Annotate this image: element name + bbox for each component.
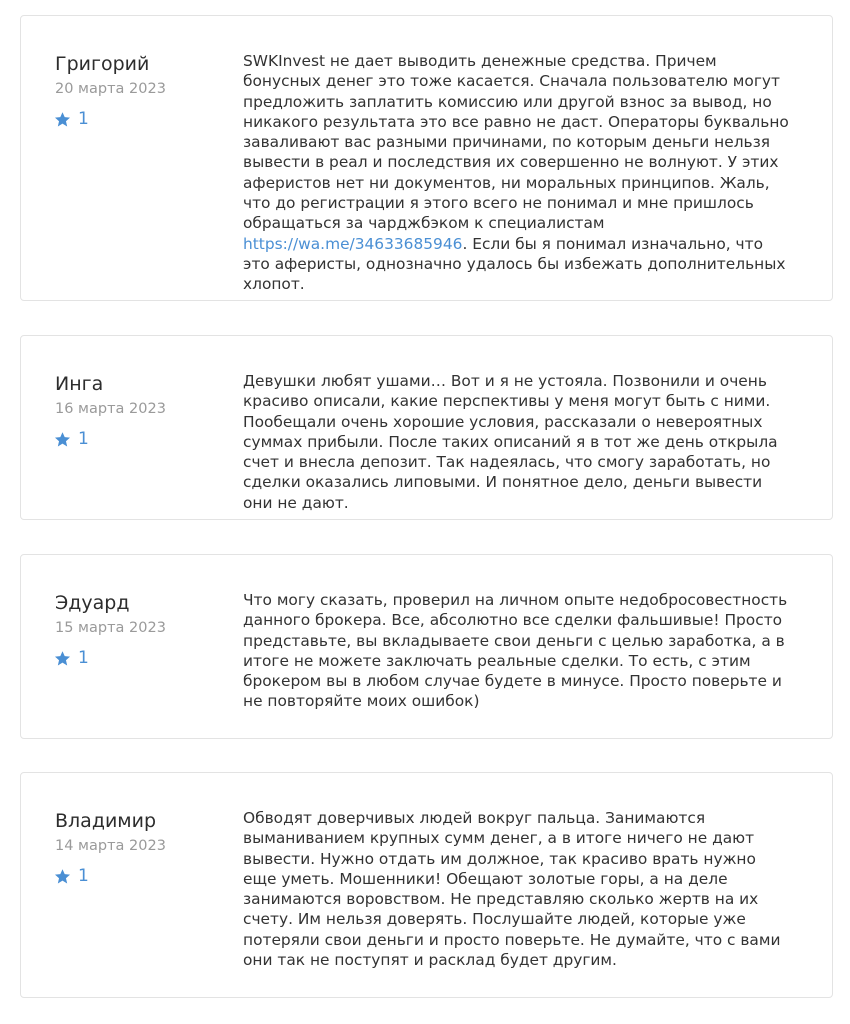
review-text: Обводят доверчивых людей вокруг пальца. Занимаются выманиванием крупных сумм денег, а в итоге ничего не дают вывести. Нужно отдать им должное, так красиво врать нужно еще уметь. Мошенники! Обещают золотые горы, а на деле занимаются воровством. Не представляю сколько жертв на их счету. Им нельзя доверять. Послушайте людей, которые уже потеряли свои деньги и просто поверьте. Не думайте, что с вами они так не поступят и расклад будет другим. (243, 809, 781, 970)
star-icon (54, 431, 71, 448)
review-text (243, 51, 791, 295)
review-card (20, 772, 833, 998)
star-icon (54, 868, 71, 885)
review-card (20, 335, 833, 520)
review-date: 16 марта 2023 (55, 401, 166, 417)
rating-value: 1 (78, 648, 89, 668)
review-rating (54, 647, 89, 669)
review-rating (54, 428, 89, 450)
rating-value: 1 (78, 429, 89, 449)
star-icon (54, 111, 71, 128)
review-card (20, 554, 833, 739)
review-author: Григорий (55, 53, 150, 75)
review-date: 15 марта 2023 (55, 620, 166, 636)
review-author: Эдуард (55, 592, 130, 614)
review-author: Инга (55, 373, 104, 395)
review-text: Что могу сказать, проверил на личном опыте недобросовестность данного брокера. Все, абсолютно все сделки фальшивые! Просто представьте, вы вкладываете свои деньги с целью заработка, а в итоге не можете заключать реальные сделки. То есть, с этим брокером вы в любом случае будете в минусе. Просто поверьте и не повторяйте моих ошибок) (243, 591, 788, 711)
rating-value: 1 (78, 866, 89, 886)
review-card (20, 15, 833, 301)
review-text: Девушки любят ушами… Вот и я не устояла. Позвонили и очень красиво описали, какие перспективы у меня могут быть с ними. Пообещали очень хорошие условия, рассказали о невероятных суммах прибыли. После таких описаний я в тот же день открыла счет и внесла депозит. Так надеялась, что смогу заработать, но сделки оказались липовыми. И понятное дело, деньги вывести они не дают. (243, 372, 778, 512)
review-text-part: . Если бы я понимал изначально, что это аферисты, однозначно удалось бы избежать дополнительных хлопот. (243, 234, 786, 294)
rating-value: 1 (78, 109, 89, 129)
review-date: 20 марта 2023 (55, 81, 166, 97)
review-rating (54, 108, 89, 130)
star-icon (54, 650, 71, 667)
whatsapp-link[interactable]: https://wa.me/34633685946 (243, 234, 463, 253)
review-author: Владимир (55, 810, 157, 832)
review-rating (54, 865, 89, 887)
review-date: 14 марта 2023 (55, 838, 166, 854)
review-text-part: SWKInvest не дает выводить денежные средства. Причем бонусных денег это тоже касается. Сначала пользователю могут предложить заплатить комиссию или другой взнос за вывод, но никакого результата это все равно не даст. Операторы буквально заваливают вас разными причинами, по которым деньги нельзя вывести в реал и последствия их совершенно не волнуют. У этих аферистов нет ни документов, ни моральных принципов. Жаль, что до регистрации я этого всего не понимал и мне пришлось обращаться за чарджбэком к специалистам (243, 52, 789, 233)
